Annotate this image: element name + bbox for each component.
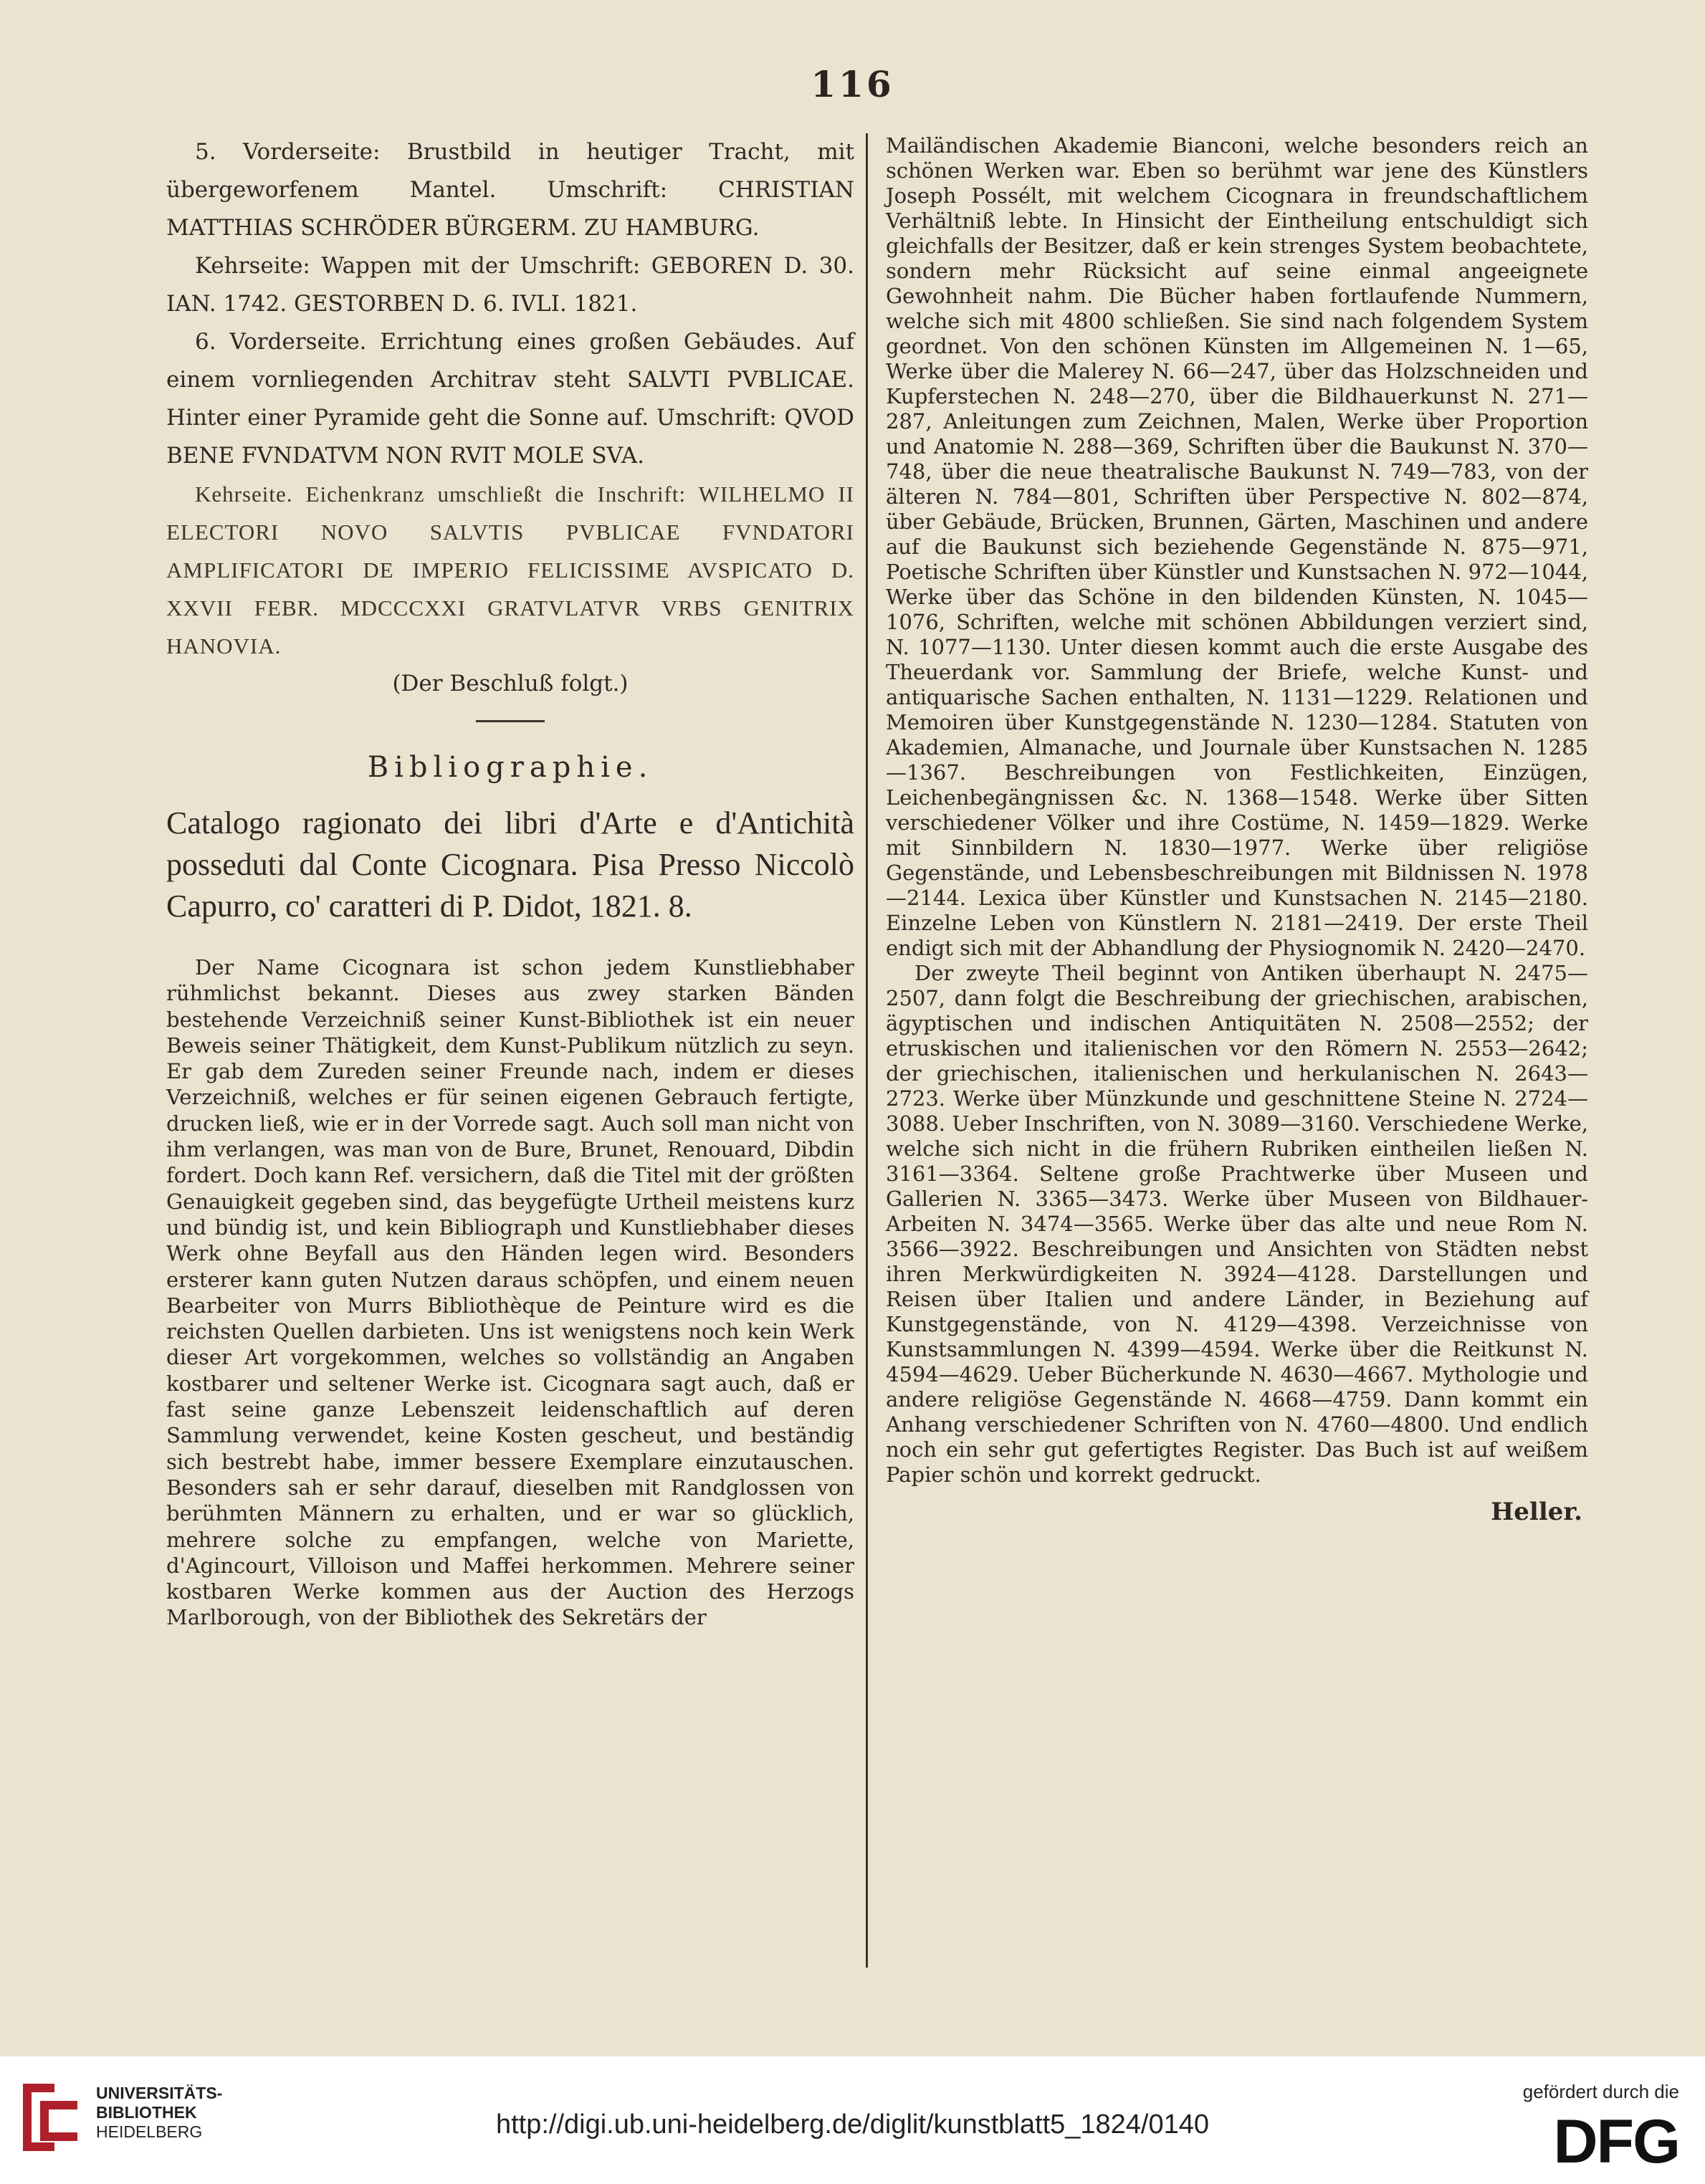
medal-6-front: 6. Vorderseite. Errichtung eines großen Gebäudes. Auf einem vornliegenden Architrav steht SALVTI PVBLICAE. Hinter einer Pyramide geht die Sonne auf. Umschrift: QVOD BENE FVNDATVM NON RVIT MOLE SVA.	[166, 329, 854, 469]
book-title: Catalogo ragionato dei libri d'Arte e d'Antichità posseduti dal Conte Cicognara. Pisa Presso Niccolò Capurro, co' caratteri di P. Didot, 1821. 8.	[166, 805, 854, 924]
continued-note: (Der Beschluß folgt.)	[392, 671, 629, 696]
permalink-url[interactable]: http://digi.ub.uni-heidelberg.de/diglit/kunstblatt5_1824/0140	[495, 2109, 1210, 2140]
library-name-line-2: BIBLIOTHEK	[96, 2103, 197, 2122]
author-signature: Heller.	[1491, 1498, 1582, 1526]
catalogue-paragraph-1: Mailändischen Akademie Bianconi, welche besonders reich an schönen Werken war. Eben so berühmt war jene des Künstlers Joseph Possélt, mit welchem Cicognara in freundschaftlichem Verhältniß lebte. In Hinsicht der Eintheilung entschuldigt sich gleichfalls der Besitzer, daß er kein strenges System beobachtete, sondern mehr Rücksicht auf seine einmal angeeignete Gewohnheit nahm. Die Bücher haben fortlaufende Nummern, welche sich mit 4800 schließen. Sie sind nach folgendem System geordnet. Von den schönen Künsten im Allgemeinen N. 1—65, Werke über die Malerey N. 66—247, über das Holzschneiden und Kupferstechen N. 248—270, über die Bildhauerkunst N. 271—287, Anleitungen zum Zeichnen, Malen, Werke über Proportion und Anatomie N. 288—369, Schriften über die Baukunst N. 370—748, über die neue theatralische Baukunst N. 749—783, von der älteren N. 784—801, Schriften über Perspective N. 802—874, über Gebäude, Brücken, Brunnen, Gärten, Maschinen und andere auf die Baukunst sich beziehende Gegenstände N. 875—971, Poetische Schriften über Künstler und Kunstsachen N. 972—1044, Werke über das Schöne in den bildenden Künsten, N. 1045—1076, Schriften, welche mit schönen Abbildungen verziert sind, N. 1077—1130. Unter diesen kommt auch die erste Ausgabe des Theuerdank vor. Sammlung der Briefe, welche Kunst- und antiquarische Sachen enthalten, N. 1131—1229. Relationen und Memoiren über Kunstgegenstände N. 1230—1284. Statuten von Akademien, Almanache, und Journale über Kunstsachen N. 1285—1367. Beschreibungen von Festlichkeiten, Einzügen, Leichenbegängnissen &c. N. 1368—1548. Werke über Sitten verschiedener Völker und ihre Costüme, N. 1459—1829. Werke mit Sinnbildern N. 1830—1977. Werke über religiöse Gegenstände, und Lebensbeschreibungen mit Bildnissen N. 1978—2144. Lexica über Künstler und Kunstsachen N. 2145—2180. Einzelne Leben von Künstlern N. 2181—2419. Der erste Theil endigt sich mit der Abhandlung der Physiognomik N. 2420—2470.	[886, 133, 1588, 960]
right-column	[886, 133, 1588, 1526]
library-name-line-1: UNIVERSITÄTS-	[96, 2084, 223, 2102]
funder-label: gefördert durch die	[1522, 2081, 1679, 2102]
page-number: 116	[811, 63, 894, 105]
review-paragraph: Der Name Cicognara ist schon jedem Kunstliebhaber rühmlichst bekannt. Dieses aus zwey starken Bänden bestehende Verzeichniß seiner Kunst-Bibliothek ist ein neuer Beweis seiner Thätigkeit, dem Kunst-Publikum nützlich zu seyn. Er gab dem Zureden seiner Freunde nach, indem er dieses Verzeichniß, welches er für seinen eigenen Gebrauch fertigte, drucken ließ, wie er in der Vorrede sagt. Auch soll man nicht von ihm verlangen, was man von de Bure, Brunet, Renouard, Dibdin fordert. Doch kann Ref. versichern, daß die Titel mit der größten Genauigkeit gegeben sind, das beygefügte Urtheil meistens kurz und bündig ist, und kein Bibliograph und Kunstliebhaber dieses Werk ohne Beyfall aus den Händen legen wird. Besonders ersterer kann guten Nutzen daraus schöpfen, und einem neuen Bearbeiter von Murrs Bibliothèque de Peinture wird es die reichsten Quellen darbieten. Uns ist wenigstens noch kein Werk dieser Art vorgekommen, welches so vollständig an Angaben kostbarer und seltener Werke ist. Cicognara sagt auch, daß er fast seine ganze Lebenszeit leidenschaftlich auf deren Sammlung verwendet, keine Kosten gescheut, und beständig sich bestrebt habe, immer bessere Exemplare einzutauschen. Besonders sah er sehr darauf, dieselben mit Randglossen von berühmten Männern zu erhalten, und er war so glücklich, mehrere solche zu empfangen, welche von Mariette, d'Agincourt, Villoison und Maffei herkommen. Mehrere seiner kostbaren Werke kommen aus der Auction des Herzogs Marlborough, von der Bibliothek des Sekretärs der	[166, 955, 854, 1630]
section-heading: Bibliographie.	[367, 751, 654, 784]
medal-6-back: Kehrseite. Eichenkranz umschließt die Inschrift: WILHELMO II ELECTORI NOVO SALVTIS PVBLICAE FVNDATORI AMPLIFICATORI DE IMPERIO FELICISSIME AVSPICATO D. XXVII FEBR. MDCCCXXI GRATVLATVR VRBS GENITRIX HANOVIA.	[166, 482, 854, 658]
column-divider	[866, 133, 868, 1968]
section-divider	[476, 720, 545, 722]
medal-5-back: Kehrseite: Wappen mit der Umschrift: GEBOREN D. 30. IAN. 1742. GESTORBEN D. 6. IVLI. 1821.	[166, 253, 854, 317]
catalogue-paragraph-2: Der zweyte Theil beginnt von Antiken überhaupt N. 2475—2507, dann folgt die Beschreibung der griechischen, arabischen, ägyptischen und indischen Antiquitäten N. 2508—2552; der etruskischen und italienischen vor den Römern N. 2553—2642; der griechischen, italienischen und herkulanischen N. 2643—2723. Werke über Münzkunde und geschnittene Steine N. 2724—3088. Ueber Inschriften, von N. 3089—3160. Verschiedene Werke, welche sich nicht in die frühern Rubriken eintheilen ließen N. 3161—3364. Seltene große Prachtwerke über Museen und Gallerien N. 3365—3473. Werke über Museen von Bildhauer-Arbeiten N. 3474—3565. Werke über das alte und neue Rom N. 3566—3922. Beschreibungen und Ansichten von Städten nebst ihren Merkwürdigkeiten N. 3924—4128. Darstellungen und Reisen über Italien und andere Länder, in Beziehung auf Kunstgegenstände, von N. 4129—4398. Verzeichnisse von Kunstsammlungen N. 4399—4594. Werke über die Reitkunst N. 4594—4629. Ueber Bücherkunde N. 4630—4667. Mythologie und andere religiöse Gegenstände N. 4668—4759. Dann kommt ein Anhang verschiedener Schriften von N. 4760—4800. Und endlich noch ein sehr gut gefertigtes Register. Das Buch ist auf weißem Papier schön und korrekt gedruckt.	[886, 961, 1588, 1487]
dfg-logo: DFG	[1553, 2107, 1679, 2176]
medal-5-front: 5. Vorderseite: Brustbild in heutiger Tracht, mit übergeworfenem Mantel. Umschrift: CHRISTIAN MATTHIAS SCHRÖDER BÜRGERM. ZU HAMBURG.	[166, 139, 854, 241]
library-name-line-3: HEIDELBERG	[96, 2122, 203, 2141]
left-column	[166, 133, 854, 1631]
footer-bar	[0, 2056, 1705, 2184]
